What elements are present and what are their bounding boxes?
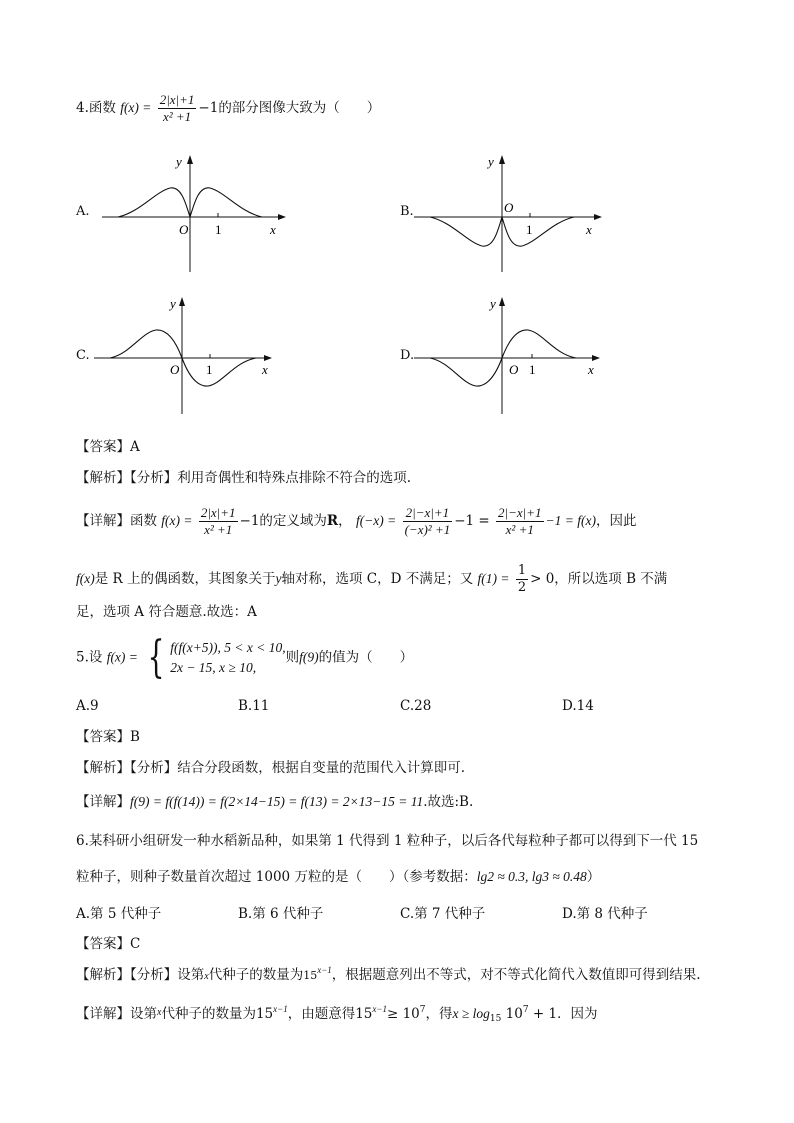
q5-option-a: A.9 [76, 698, 99, 714]
q4-func-lhs: f(x) = [120, 100, 152, 115]
q4-a-y: y [176, 154, 182, 169]
q4-option-b-label: B. [400, 204, 414, 219]
q6-detail-f: ．因为 [557, 1006, 598, 1022]
q6-detail-a: 设第 [130, 1006, 157, 1022]
q4-detail-2d: 轴对称，选项 C，D 不满足；又 [281, 571, 474, 587]
q4-a-one: 1 [215, 222, 222, 237]
q4-detail-line-2 [76, 563, 667, 596]
q4-option-a-graph [100, 150, 300, 275]
q4-detail-den-1: x² +1 [204, 522, 233, 537]
q6-stem-line-2 [76, 868, 600, 886]
q5-option-d: D.14 [562, 698, 594, 714]
q6-option-b: B.第 6 代种子 [238, 906, 324, 922]
q4-b-origin: O [504, 200, 514, 215]
q4-option-c-graph [92, 292, 292, 417]
q6-option-a: A.第 5 代种子 [76, 906, 162, 922]
q5-stem-prefix: 5.设 [76, 649, 103, 666]
q4-option-d-label: D. [400, 348, 415, 363]
q4-c-x: x [262, 362, 268, 377]
q4-b-one: 1 [526, 222, 533, 237]
q4-detail-2b: 是 R 上的偶函数，其图象关于 [94, 571, 276, 587]
q6-analysis-tag: 【解析】【分析】 [76, 967, 178, 983]
q6-detail-c: ，由题意得 [287, 1006, 356, 1022]
q4-detail-frac-1 [199, 505, 238, 538]
q4-detail-den-3: x² +1 [505, 522, 534, 537]
q6-analysis-pow-exp: x−1 [317, 965, 332, 975]
q4-detail-2c: y [275, 571, 282, 586]
q6-detail-e: x ≥ log [452, 1006, 490, 1021]
q4-detail-2e: f(1) = [477, 571, 510, 586]
q4-c-one: 1 [206, 362, 213, 377]
q4-c-origin: O [170, 362, 180, 377]
q5-analysis-tag: 【解析】【分析】 [76, 760, 178, 776]
q4-a-origin: O [179, 222, 189, 237]
q5-case-2: 2x − 15, x ≥ 10, [170, 660, 257, 675]
q4-detail-half-d: 2 [517, 580, 527, 595]
q6-detail-e-b: 10 [501, 1006, 523, 1022]
q6-detail-pow-base-2: 15 [355, 1006, 373, 1022]
q5-option-c: C.28 [400, 698, 432, 714]
q4-detail-num-2: 2|−x|+1 [403, 505, 453, 522]
q5-detail [76, 793, 473, 811]
q4-detail-2f: > 0 [530, 571, 555, 587]
q6-answer [76, 935, 140, 953]
q6-detail-d: ，得 [425, 1006, 453, 1022]
q6-answer-value: C [130, 936, 141, 952]
q4-detail-half [516, 563, 528, 596]
q6-analysis [76, 966, 701, 986]
q4-stem-prefix: 4.函数 [76, 100, 116, 116]
q4-d-x: x [588, 362, 594, 377]
q4-answer-value: A [130, 439, 140, 455]
q5-option-b: B.11 [238, 698, 270, 714]
q4-detail-1c: ， [338, 513, 352, 529]
q5-stem [76, 632, 414, 683]
q4-detail-frac-2 [403, 505, 453, 538]
q5-lhs: f(x) = [106, 649, 138, 665]
q5-case-1: f(f(x+5)), 5 < x < 10, [170, 640, 286, 655]
q6-answer-tag: 【答案】 [76, 936, 130, 952]
q4-detail-1d: ，因此 [595, 513, 637, 529]
q5-answer-tag: 【答案】 [76, 729, 130, 745]
q6-analysis-b: 代种子的数量为 [208, 967, 304, 983]
q4-detail-R: R [326, 513, 339, 529]
q4-detail-2a: f(x) [76, 571, 95, 586]
q4-d-one: 1 [529, 362, 536, 377]
q4-numerator: 2|x|+1 [159, 92, 195, 107]
q6-stem-2a: 粒种子，则种子数量首次超过 1000 万粒的是（ ）（参考数据： [76, 869, 477, 885]
q4-fraction [158, 92, 197, 125]
q4-option-d-graph [412, 292, 612, 417]
q6-stem-line-1: 6.某科研小组研发一种水稻新品种，如果第 1 代得到 1 粒种子，以后各代每粒种子都可以得到下一代 15 [76, 833, 699, 849]
q4-detail-1b: 的定义域为 [259, 513, 327, 529]
q4-option-c-label: C. [76, 348, 90, 363]
q4-detail-half-n: 1 [517, 563, 527, 578]
q5-stem-suffix: 的值为（ ） [318, 649, 414, 666]
q4-detail-line-3 [76, 603, 257, 621]
q6-option-d: D.第 8 代种子 [562, 906, 648, 922]
q6-detail-ineq: ≥ 10 [386, 1006, 420, 1022]
q4-option-b-graph [412, 150, 612, 275]
q4-analysis-tag: 【解析】【分析】 [76, 470, 178, 486]
q5-answer [76, 728, 140, 746]
q4-detail-3: 足，选项 A 符合题意.故选：A [76, 604, 257, 620]
q4-detail-2g: ，所以选项 B 不满 [554, 571, 668, 587]
q5-brace: { [147, 632, 165, 683]
q6-stem-2c: ） [586, 869, 601, 885]
q6-detail-e-b-exp: 7 [522, 1005, 529, 1015]
q4-detail-num-1: 2|x|+1 [200, 505, 236, 520]
q4-detail-tag: 【详解】 [76, 513, 130, 529]
q4-detail-num-3: 2|−x|+1 [498, 505, 542, 520]
q6-detail-e-c: + 1 [528, 1006, 558, 1022]
q6-detail [76, 1004, 598, 1023]
q4-b-x: x [586, 222, 592, 237]
q6-analysis-pow-base: 15 [303, 969, 318, 982]
q4-d-origin: O [509, 362, 519, 377]
q4-d-y: y [490, 296, 496, 311]
q4-stem-suffix: 的部分图像大致为（ ） [218, 100, 381, 116]
q5-stem-mid: 则 [285, 649, 300, 666]
q6-stem-2b: lg2 ≈ 0.3, lg3 ≈ 0.48 [476, 869, 587, 884]
q4-detail-frac-3 [496, 505, 543, 538]
q4-detail-den-2: (−x)² +1 [404, 522, 451, 537]
q4-a-x: x [270, 222, 276, 237]
q5-analysis-text: 结合分段函数，根据自变量的范围代入计算即可. [177, 760, 466, 776]
q4-c-y: y [170, 296, 176, 311]
q6-detail-tag: 【详解】 [76, 1006, 130, 1022]
q4-stem [76, 92, 380, 125]
q6-detail-b: 代种子的数量为 [161, 1006, 256, 1022]
q5-cases [170, 638, 285, 678]
q6-detail-pow-exp: x−1 [273, 1004, 288, 1014]
q6-analysis-x: x [204, 971, 209, 982]
q4-detail-func-lhs: f(x) = [161, 513, 193, 528]
q4-analysis [76, 469, 411, 487]
q5-f9: f(9) [299, 649, 319, 665]
q6-detail-e-sub: 15 [489, 1014, 502, 1024]
q5-detail-eq: f(9) = f(f(14)) = f(2×14−15) = f(13) = 2×13−15 = 11 [130, 794, 424, 809]
q4-b-y: y [488, 154, 494, 169]
q6-detail-pow-exp-2: x−1 [372, 1004, 387, 1014]
q4-detail-1a: 函数 [130, 513, 157, 529]
q6-detail-ineq-exp: 7 [419, 1005, 426, 1015]
q4-analysis-text: 利用奇偶性和特殊点排除不符合的选项. [177, 470, 412, 486]
q4-detail-minus-1: −1 [239, 513, 260, 529]
q6-detail-x: x [157, 1007, 162, 1018]
q6-analysis-a: 设第 [177, 967, 205, 983]
q5-detail-tag: 【详解】 [76, 794, 130, 810]
q5-answer-value: B [130, 729, 140, 745]
q6-detail-pow-base: 15 [255, 1006, 274, 1022]
q5-analysis [76, 759, 465, 777]
q4-denominator: x² +1 [162, 109, 192, 124]
q4-answer [76, 438, 140, 456]
q5-detail-end: .故选:B. [423, 794, 474, 810]
q4-answer-tag: 【答案】 [76, 439, 130, 455]
q4-option-a-label: A. [76, 204, 90, 219]
q6-option-c: C.第 7 代种子 [400, 906, 486, 922]
q4-stem-mid: −1 [198, 100, 219, 116]
q4-detail-line-1: 【详解】函数 f(x) = $\frac{2|x|+1}{\text{x² +1}}$ −1的定义域为R， f(−x) = $\frac{2|-x|+1}{\text{(−x)² +1}}$ −1 = $\frac{2|-x|+1}{\text{x² +1}}$ −1 = f(x)，因此 [76, 505, 637, 537]
q6-analysis-c: ，根据题意列出不等式，对不等式化简代入数值即可得到结果. [331, 967, 701, 983]
